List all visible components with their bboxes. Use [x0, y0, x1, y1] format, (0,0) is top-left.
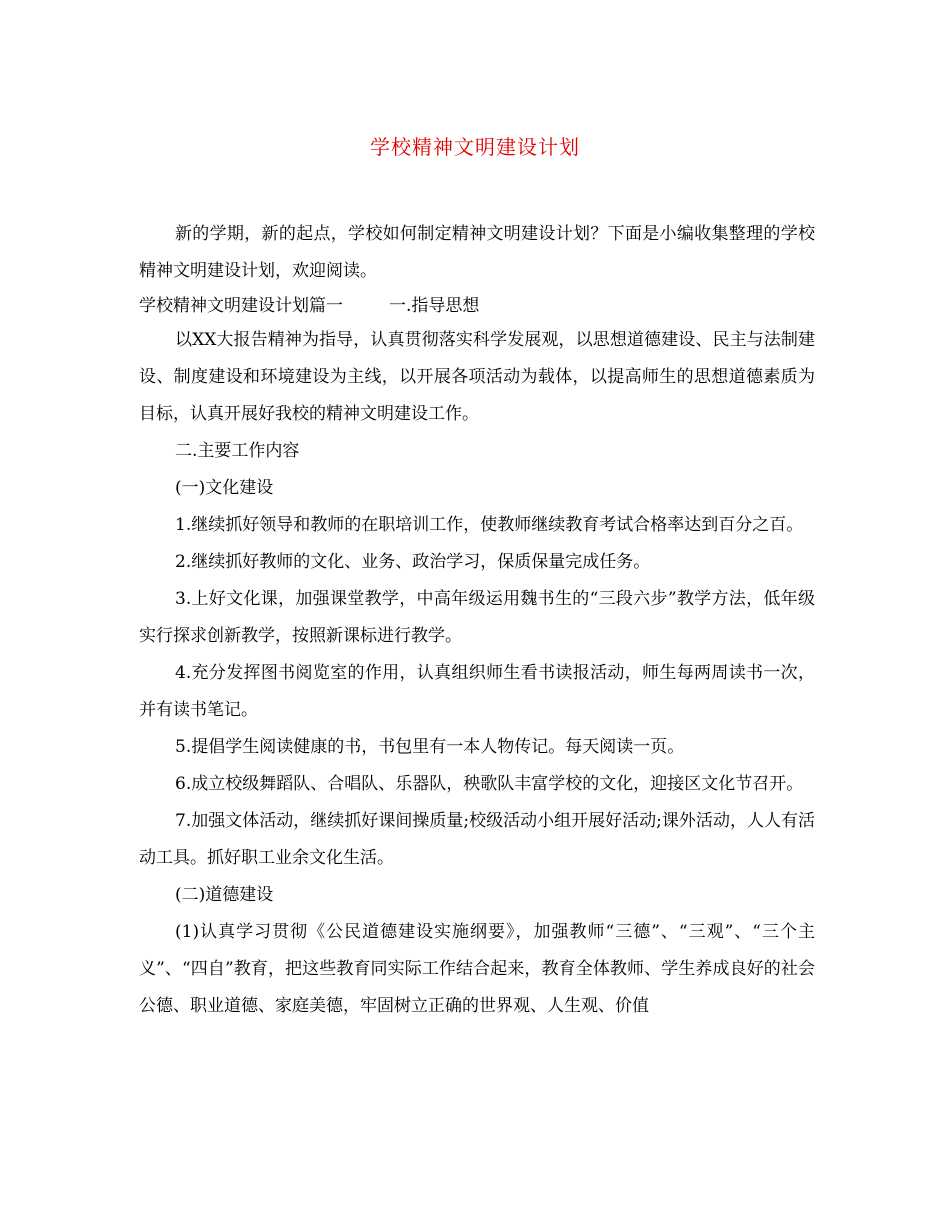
list-item: 5.提倡学生阅读健康的书，书包里有一本人物传记。每天阅读一页。	[175, 737, 685, 757]
heading-guiding-thought: 一.指导思想	[389, 296, 480, 316]
document-body	[139, 216, 815, 1025]
subheading-culture: (一)文化建设	[175, 478, 274, 498]
list-item: 6.成立校级舞蹈队、合唱队、乐器队，秧歌队丰富学校的文化，迎接区文化节召开。	[175, 774, 804, 794]
heading-main-work: 二.主要工作内容	[175, 441, 300, 461]
section-heading-line	[139, 290, 815, 322]
list-item: 3.上好文化课，加强课堂教学，中高年级运用魏书生的“三段六步”教学方法，低年级实行探求创新教学，按照新课标进行教学。	[139, 589, 815, 646]
intro-paragraph: 新的学期，新的起点，学校如何制定精神文明建设计划？下面是小编收集整理的学校精神文明建设计划，欢迎阅读。	[139, 224, 815, 281]
section-heading: 学校精神文明建设计划篇一	[139, 296, 343, 316]
list-item: 4.充分发挥图书阅览室的作用，认真组织师生看书读报活动，师生每两周读书一次，并有读书笔记。	[139, 663, 815, 720]
guiding-thought-paragraph: 以XX大报告精神为指导，认真贯彻落实科学发展观，以思想道德建设、民主与法制建设、制度建设和环境建设为主线，以开展各项活动为载体，以提高师生的思想道德素质为目标，认真开展好我校的精神文明建设工作。	[139, 330, 815, 424]
moral-item: (1)认真学习贯彻《公民道德建设实施纲要》，加强教师“三德”、“三观”、“三个主义”、“四自”教育，把这些教育同实际工作结合起来，教育全体教师、学生养成良好的社会公德、职业道德、家庭美德，牢固树立正确的世界观、人生观、价值	[139, 922, 815, 1016]
list-item: 1.继续抓好领导和教师的在职培训工作，使教师继续教育考试合格率达到百分之百。	[175, 515, 804, 535]
list-item: 2.继续抓好教师的文化、业务、政治学习，保质保量完成任务。	[175, 552, 651, 572]
list-item: 7.加强文体活动，继续抓好课间操质量;校级活动小组开展好活动;课外活动，人人有活动工具。抓好职工业余文化生活。	[139, 811, 815, 868]
subheading-moral: (二)道德建设	[175, 885, 274, 905]
document-title: 学校精神文明建设计划	[370, 135, 580, 159]
